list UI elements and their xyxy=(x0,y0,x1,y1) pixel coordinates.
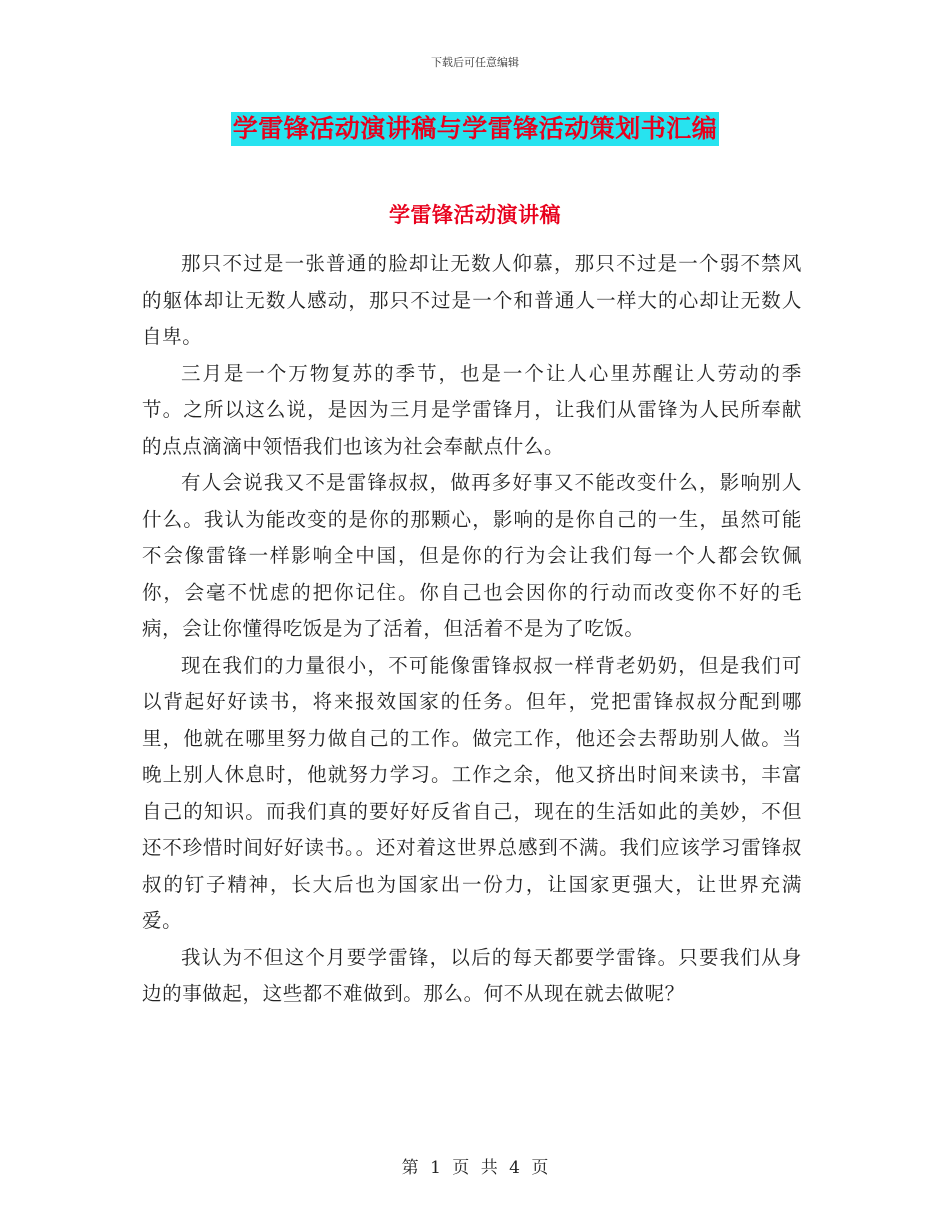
header-note: 下载后可任意编辑 xyxy=(431,56,519,69)
page-number-footer: 第 1 页 共 4 页 xyxy=(401,1158,549,1178)
paragraph: 有人会说我又不是雷锋叔叔，做再多好事又不能改变什么，影响别人什么。我认为能改变的是你的那颗心，影响的是你自己的一生，虽然可能不会像雷锋一样影响全中国，但是你的行为会让我们每一个人都会钦佩你，会毫不忧虑的把你记住。你自己也会因你的行动而改变你不好的毛病，会让你懂得吃饭是为了活着，但活着不是为了吃饭。 xyxy=(142,471,802,640)
document-title: 学雷锋活动演讲稿与学雷锋活动策划书汇编 xyxy=(231,112,720,146)
paragraph: 我认为不但这个月要学雷锋，以后的每天都要学雷锋。只要我们从身边的事做起，这些都不难做到。那么。何不从现在就去做呢？ xyxy=(142,945,802,1005)
section-title: 学雷锋活动演讲稿 xyxy=(389,202,561,227)
paragraph: 三月是一个万物复苏的季节，也是一个让人心里苏醒让人劳动的季节。之所以这么说，是因为三月是学雷锋月，让我们从雷锋为人民所奉献的点点滴滴中领悟我们也该为社会奉献点什么。 xyxy=(142,361,802,458)
document-body xyxy=(142,246,802,1013)
paragraph: 现在我们的力量很小，不可能像雷锋叔叔一样背老奶奶，但是我们可以背起好好读书，将来报效国家的任务。但年，党把雷锋叔叔分配到哪里，他就在哪里努力做自己的工作。做完工作，他还会去帮助别人做。当晚上别人休息时，他就努力学习。工作之余，他又挤出时间来读书，丰富自己的知识。而我们真的要好好反省自己，现在的生活如此的美妙，不但还不珍惜时间好好读书。。还对着这世界总感到不满。我们应该学习雷锋叔叔的钉子精神，长大后也为国家出一份力，让国家更强大，让世界充满爱。 xyxy=(142,653,802,932)
paragraph: 那只不过是一张普通的脸却让无数人仰慕，那只不过是一个弱不禁风的躯体却让无数人感动，那只不过是一个和普通人一样大的心却让无数人自卑。 xyxy=(142,252,802,348)
document-title-container xyxy=(0,112,950,146)
